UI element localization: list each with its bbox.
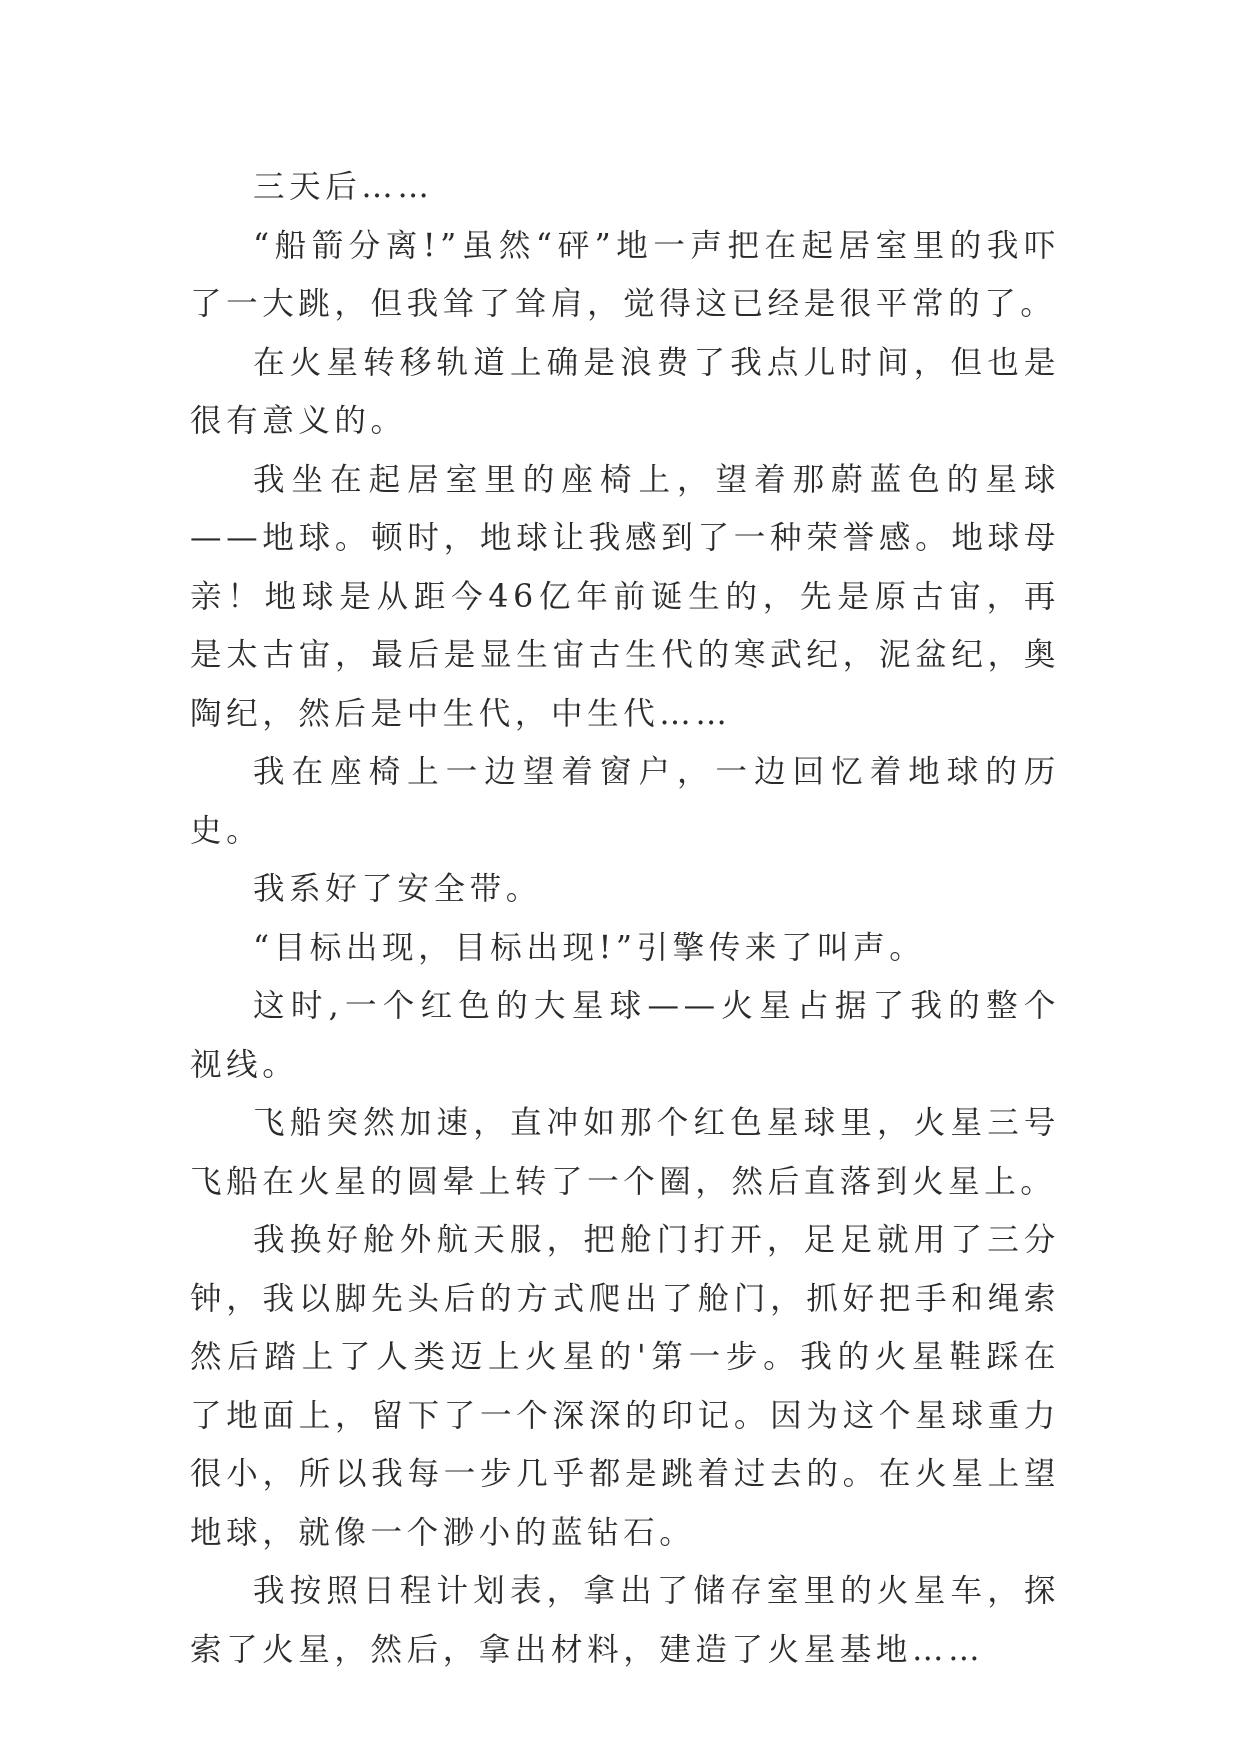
- paragraph-2: “船箭分离!”虽然“砰”地一声把在起居室里的我吓了一大跳，但我耸了耸肩，觉得这已经是很平常的了。: [190, 227, 1060, 322]
- document-body: [190, 158, 1060, 1679]
- paragraph-7: “目标出现，目标出现!”引擎传来了叫声。: [253, 929, 926, 966]
- paragraph-1: 三天后……: [253, 169, 434, 205]
- paragraph-6: 我系好了安全带。: [253, 871, 542, 907]
- paragraph-5: 我在座椅上一边望着窗户，一边回忆着地球的历史。: [190, 754, 1060, 849]
- paragraph-11: 我按照日程计划表，拿出了储存室里的火星车，探索了火星，然后，拿出材料，建造了火星基地……: [190, 1573, 1060, 1668]
- paragraph-3: 在火星转移轨道上确是浪费了我点儿时间，但也是很有意义的。: [190, 344, 1060, 439]
- paragraph-10: 我换好舱外航天服，把舱门打开，足足就用了三分钟，我以脚先头后的方式爬出了舱门，抓好把手和绳索然后踏上了人类迈上火星的'第一步。我的火星鞋踩在了地面上，留下了一个深深的印记。因为这个星球重力很小，所以我每一步几乎都是跳着过去的。在火星上望地球，就像一个渺小的蓝钻石。: [190, 1222, 1060, 1551]
- paragraph-4: 我坐在起居室里的座椅上，望着那蔚蓝色的星球——地球。顿时，地球让我感到了一种荣誉感。地球母亲！地球是从距今46亿年前诞生的，先是原古宙，再是太古宙，最后是显生宙古生代的寒武纪，泥盆纪，奥陶纪，然后是中生代，中生代……: [190, 461, 1060, 732]
- paragraph-8: 这时,一个红色的大星球——火星占据了我的整个视线。: [190, 988, 1060, 1083]
- paragraph-9: 飞船突然加速，直冲如那个红色星球里，火星三号飞船在火星的圆晕上转了一个圈，然后直落到火星上。: [190, 1105, 1060, 1200]
